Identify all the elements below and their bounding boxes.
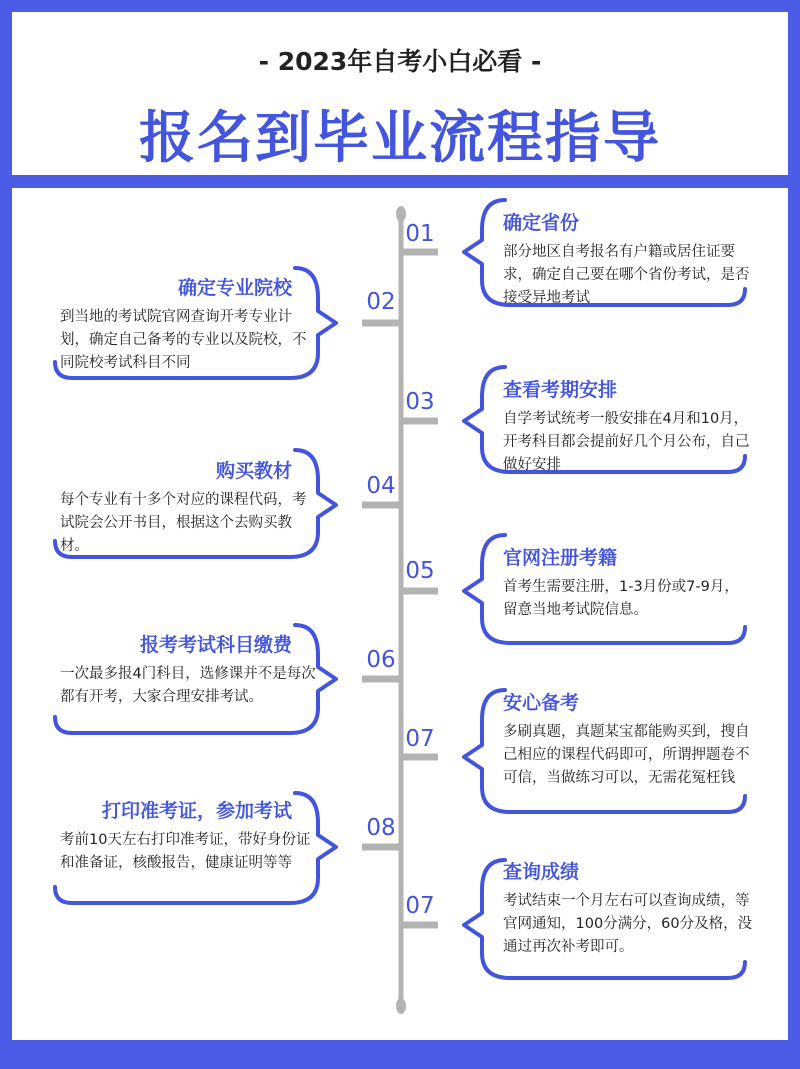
step-card bbox=[503, 543, 753, 622]
step-card bbox=[503, 375, 753, 477]
page-title: 报名到毕业流程指导 bbox=[139, 106, 661, 171]
step-number: 02 bbox=[366, 289, 396, 315]
step-title: 打印准考证，参加考试 bbox=[101, 800, 292, 822]
step-number: 06 bbox=[366, 647, 396, 673]
step-description: 每个专业有十多个对应的课程代码，考试院会公开书目，根据这个去购买教材。 bbox=[60, 492, 307, 554]
step-description: 一次最多报4门科目，选修课并不是每次都有开考，大家合理安排考试。 bbox=[60, 666, 316, 705]
step-number: 03 bbox=[405, 389, 435, 415]
step-description: 到当地的考试院官网查询开考专业计划，确定自己备考的专业以及院校，不同院校考试科目不同 bbox=[60, 309, 307, 371]
step-card bbox=[503, 857, 753, 959]
step-title: 安心备考 bbox=[503, 692, 580, 714]
step-title: 报考考试科目缴费 bbox=[139, 634, 292, 656]
subtitle: - 2023年自考小白必看 - bbox=[258, 47, 542, 76]
step-description: 自学考试统考一般安排在4月和10月，开考科目都会提前好几个月公布，自己做好安排 bbox=[503, 411, 750, 473]
timeline-start-dot bbox=[396, 206, 406, 222]
step-title: 查看考期安排 bbox=[503, 379, 618, 401]
step-card bbox=[60, 630, 320, 709]
step-description: 多刷真题，真题某宝都能购买到，搜自己相应的课程代码即可，所谓押题卷不可信，当做练习可以，无需花冤枉钱 bbox=[503, 724, 750, 786]
step-number: 07 bbox=[405, 726, 435, 752]
step-description: 考前10天左右打印准考证，带好身份证和准备证，核酸报告，健康证明等等 bbox=[60, 832, 311, 871]
step-number: 01 bbox=[405, 221, 435, 247]
step-description: 首考生需要注册，1-3月份或7-9月，留意当地考试院信息。 bbox=[503, 579, 739, 618]
step-title: 查询成绩 bbox=[503, 861, 580, 883]
step-number: 08 bbox=[366, 815, 396, 841]
step-description: 部分地区自考报名有户籍或居住证要求，确定自己要在哪个省份考试，是否接受异地考试 bbox=[503, 244, 750, 306]
step-number: 07 bbox=[405, 893, 435, 919]
step-title: 官网注册考籍 bbox=[503, 547, 618, 569]
step-title: 确定专业院校 bbox=[177, 277, 292, 299]
step-title: 购买教材 bbox=[215, 460, 292, 482]
step-description: 考试结束一个月左右可以查询成绩，等官网通知，100分满分，60分及格，没通过再次补考即可。 bbox=[503, 893, 753, 955]
step-number: 04 bbox=[366, 473, 396, 499]
step-card bbox=[503, 688, 753, 790]
step-title: 确定省份 bbox=[503, 212, 580, 234]
step-number: 05 bbox=[405, 558, 435, 584]
step-card bbox=[60, 456, 320, 558]
step-card bbox=[60, 796, 320, 875]
step-card bbox=[60, 273, 320, 375]
timeline-end-dot bbox=[396, 998, 406, 1014]
step-card bbox=[503, 208, 753, 310]
